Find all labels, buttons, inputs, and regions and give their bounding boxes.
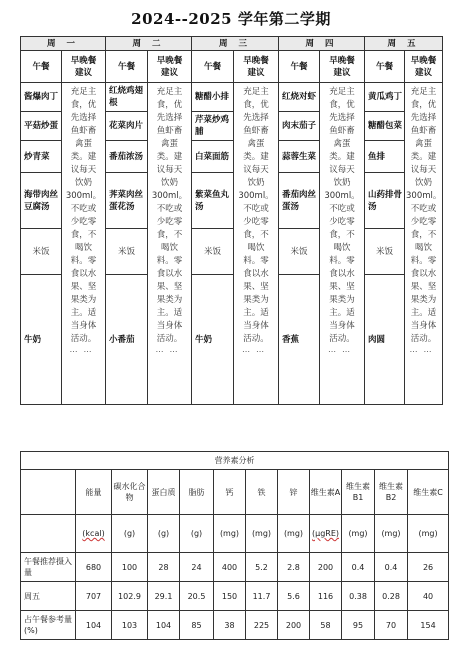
advice-column-header	[62, 51, 106, 83]
value-cell: 85	[180, 611, 214, 640]
lunch-column-header: 午餐	[21, 51, 62, 83]
advice-line: 活动。	[410, 334, 437, 344]
value-cell: 0.38	[342, 582, 375, 611]
advice-header-line: 建议	[247, 67, 265, 78]
meal-advice-cell	[234, 83, 279, 405]
value-cell: 40	[408, 582, 449, 611]
advice-line: 喝饮	[74, 243, 92, 253]
advice-line: 食，优	[156, 100, 183, 110]
advice-line: 少吃零	[329, 217, 355, 227]
meal-advice-cell	[320, 83, 365, 405]
value-cell: 20.5	[180, 582, 214, 611]
dish-cell: 芹菜炒鸡脯	[192, 112, 234, 141]
advice-header-line: 早晚餐	[243, 55, 269, 66]
dish-cell: 番茄肉丝蛋汤	[279, 173, 320, 229]
meal-advice-cell	[62, 83, 106, 405]
advice-line: 食以水	[410, 269, 437, 279]
dish-cell: 酱爆肉丁	[21, 83, 62, 112]
advice-header-line: 建议	[333, 67, 351, 78]
unit-label: (mg)	[283, 529, 304, 538]
meal-advice-cell	[148, 83, 192, 405]
advice-line: 先选择	[243, 113, 269, 123]
dish-cell: 鱼排	[365, 141, 405, 173]
advice-line: 禽蛋	[74, 139, 92, 149]
advice-line: 食以水	[156, 269, 183, 279]
advice-line: 食，优	[329, 100, 355, 110]
day-header: 周 三	[192, 37, 279, 51]
advice-line: 喝饮	[414, 243, 432, 253]
advice-header-line: 建议	[414, 67, 432, 78]
advice-line: 食，不	[156, 230, 183, 240]
advice-line: 活动。	[156, 334, 183, 344]
row-label: 周五	[21, 582, 76, 611]
meal-advice-cell	[405, 83, 443, 405]
advice-line: 果类为	[329, 295, 355, 305]
advice-line: 料。零	[410, 256, 437, 266]
row-label: 占午餐参考量(%)	[21, 611, 76, 640]
day-header: 周 一	[21, 37, 106, 51]
advice-line: 当身体	[156, 321, 183, 331]
unit-cell	[246, 515, 278, 553]
unit-label: (mg)	[251, 529, 272, 538]
decorative-dots: ⋯⋯	[328, 347, 356, 356]
advice-line: 不吃或	[410, 204, 437, 214]
decorative-dots: ⋯⋯	[409, 347, 438, 356]
value-cell: 400	[214, 553, 246, 582]
value-cell: 11.7	[246, 582, 278, 611]
value-cell: 5.6	[278, 582, 310, 611]
decorative-dots: ⋯⋯	[155, 347, 184, 356]
advice-header-line: 建议	[160, 67, 178, 78]
advice-line: 料。零	[329, 256, 355, 266]
advice-line: 主。适	[243, 308, 269, 318]
lunch-column-header: 午餐	[106, 51, 148, 83]
day-header: 周 四	[279, 37, 365, 51]
advice-line: 当身体	[329, 321, 355, 331]
decorative-dots: ⋯⋯	[242, 347, 270, 356]
unit-label: (mg)	[418, 529, 438, 538]
unit-cell	[112, 515, 148, 553]
staple-cell: 米饭	[279, 229, 320, 275]
value-cell: 24	[180, 553, 214, 582]
lunch-column-header: 午餐	[192, 51, 234, 83]
dish-cell: 番茄浓汤	[106, 141, 148, 173]
advice-column-header	[234, 51, 279, 83]
dish-cell: 山药排骨汤	[365, 173, 405, 229]
advice-line: 鱼虾畜	[70, 126, 97, 136]
advice-line: 饮奶	[160, 178, 178, 188]
advice-column-header	[320, 51, 365, 83]
nutrition-row	[21, 611, 449, 640]
nutrient-header: 维生素B2	[375, 470, 408, 515]
advice-line: 先选择	[70, 113, 97, 123]
decorative-dots: ⋯⋯	[69, 347, 98, 356]
nutrient-header: 钙	[214, 470, 246, 515]
dish-cell: 肉末茄子	[279, 112, 320, 141]
advice-line: 先选择	[410, 113, 437, 123]
advice-line: 主。适	[156, 308, 183, 318]
advice-line: 充足主	[410, 87, 437, 97]
value-cell: 154	[408, 611, 449, 640]
value-cell: 200	[310, 553, 342, 582]
advice-line: 食，不	[243, 230, 269, 240]
advice-line: 食以水	[70, 269, 97, 279]
advice-line: 300ml。	[65, 191, 102, 201]
unit-cell	[278, 515, 310, 553]
dish-cell: 牛奶	[192, 275, 234, 405]
value-cell: 5.2	[246, 553, 278, 582]
dish-cell: 香蕉	[279, 275, 320, 405]
unit-label: (g)	[190, 529, 203, 538]
unit-label: (mg)	[219, 529, 240, 538]
advice-line: 鱼虾畜	[243, 126, 269, 136]
unit-cell	[408, 515, 449, 553]
advice-line: 300ml。	[406, 191, 442, 201]
advice-line: 300ml。	[238, 191, 274, 201]
nutrition-table	[20, 451, 449, 640]
staple-cell: 米饭	[21, 229, 62, 275]
advice-line: 喝饮	[160, 243, 178, 253]
advice-line: 果、坚	[70, 282, 97, 292]
value-cell: 0.4	[375, 553, 408, 582]
advice-line: 不吃或	[70, 204, 97, 214]
advice-line: 果类为	[243, 295, 269, 305]
advice-line: 当身体	[243, 321, 269, 331]
advice-line: 料。零	[70, 256, 97, 266]
advice-line: 饮奶	[74, 178, 92, 188]
value-cell: 29.1	[148, 582, 180, 611]
advice-line: 食以水	[243, 269, 269, 279]
advice-line: 议每天	[243, 165, 269, 175]
corner-cell	[21, 470, 76, 515]
value-cell: 102.9	[112, 582, 148, 611]
value-cell: 95	[342, 611, 375, 640]
advice-column-header	[148, 51, 192, 83]
advice-line: 禽蛋	[247, 139, 265, 149]
advice-line: 果类为	[410, 295, 437, 305]
advice-header-line: 早晚餐	[329, 55, 355, 66]
corner-cell	[21, 515, 76, 553]
value-cell: 28	[148, 553, 180, 582]
value-cell: 225	[246, 611, 278, 640]
advice-line: 主。适	[410, 308, 437, 318]
staple-cell: 米饭	[192, 229, 234, 275]
row-label: 午餐推荐摄入量	[21, 553, 76, 582]
staple-cell: 米饭	[365, 229, 405, 275]
advice-line: 料。零	[156, 256, 183, 266]
advice-line: 300ml。	[151, 191, 188, 201]
nutrient-header: 维生素C	[408, 470, 449, 515]
nutrient-header: 铁	[246, 470, 278, 515]
weekly-menu-table	[20, 36, 443, 405]
nutrition-row	[21, 582, 449, 611]
day-header: 周 二	[106, 37, 192, 51]
advice-line: 类。建	[410, 152, 437, 162]
advice-line: 喝饮	[247, 243, 265, 253]
advice-line: 果、坚	[243, 282, 269, 292]
advice-line: 果类为	[70, 295, 97, 305]
advice-line: 食，优	[243, 100, 269, 110]
value-cell: 104	[148, 611, 180, 640]
dish-cell: 小番茄	[106, 275, 148, 405]
advice-line: 禽蛋	[414, 139, 432, 149]
advice-column-header	[405, 51, 443, 83]
unit-label: (g)	[123, 529, 136, 538]
dish-cell: 白菜面筋	[192, 141, 234, 173]
advice-header-line: 早晚餐	[156, 55, 183, 66]
advice-line: 食，不	[329, 230, 355, 240]
advice-line: 议每天	[70, 165, 97, 175]
dish-cell: 海带肉丝豆腐汤	[21, 173, 62, 229]
advice-line: 食以水	[329, 269, 355, 279]
advice-line: 果类为	[156, 295, 183, 305]
lunch-column-header: 午餐	[365, 51, 405, 83]
value-cell: 26	[408, 553, 449, 582]
dish-cell: 黄瓜鸡丁	[365, 83, 405, 112]
unit-cell	[148, 515, 180, 553]
advice-line: 充足主	[329, 87, 355, 97]
advice-line: 充足主	[156, 87, 183, 97]
staple-cell: 米饭	[106, 229, 148, 275]
advice-header-line: 建议	[74, 67, 92, 78]
advice-line: 主。适	[329, 308, 355, 318]
advice-line: 充足主	[243, 87, 269, 97]
dish-cell: 糖醋小排	[192, 83, 234, 112]
unit-cell	[214, 515, 246, 553]
advice-header-line: 早晚餐	[70, 55, 97, 66]
advice-line: 果、坚	[329, 282, 355, 292]
advice-line: 主。适	[70, 308, 97, 318]
value-cell: 100	[112, 553, 148, 582]
unit-label: (μgRE)	[311, 529, 340, 538]
advice-line: 果、坚	[410, 282, 437, 292]
nutrient-header: 维生素B1	[342, 470, 375, 515]
nutrient-header: 碳水化合物	[112, 470, 148, 515]
advice-line: 先选择	[156, 113, 183, 123]
advice-line: 不吃或	[329, 204, 355, 214]
advice-line: 食，不	[70, 230, 97, 240]
advice-line: 活动。	[329, 334, 355, 344]
value-cell: 150	[214, 582, 246, 611]
value-cell: 0.28	[375, 582, 408, 611]
unit-label: (mg)	[381, 529, 401, 538]
advice-line: 食，不	[410, 230, 437, 240]
advice-line: 议每天	[156, 165, 183, 175]
advice-line: 鱼虾畜	[329, 126, 355, 136]
unit-label: (g)	[157, 529, 170, 538]
dish-cell: 花菜肉片	[106, 112, 148, 141]
value-cell: 38	[214, 611, 246, 640]
nutrient-header: 锌	[278, 470, 310, 515]
advice-line: 先选择	[329, 113, 355, 123]
advice-line: 少吃零	[243, 217, 269, 227]
value-cell: 0.4	[342, 553, 375, 582]
advice-line: 喝饮	[333, 243, 351, 253]
dish-cell: 糖醋包菜	[365, 112, 405, 141]
value-cell: 2.8	[278, 553, 310, 582]
advice-line: 少吃零	[156, 217, 183, 227]
advice-line: 少吃零	[410, 217, 437, 227]
nutrient-header: 蛋白质	[148, 470, 180, 515]
dish-cell: 肉圆	[365, 275, 405, 405]
advice-line: 当身体	[70, 321, 97, 331]
advice-line: 活动。	[243, 334, 269, 344]
advice-line: 议每天	[329, 165, 355, 175]
unit-cell	[375, 515, 408, 553]
dish-cell: 红烧鸡翅根	[106, 83, 148, 112]
advice-line: 类。建	[70, 152, 97, 162]
nutrition-table-title: 营养素分析	[21, 452, 449, 470]
menu-row	[21, 83, 443, 112]
advice-line: 类。建	[329, 152, 355, 162]
dish-cell: 红烧对虾	[279, 83, 320, 112]
lunch-column-header: 午餐	[279, 51, 320, 83]
nutrition-row	[21, 553, 449, 582]
advice-line: 鱼虾畜	[410, 126, 437, 136]
value-cell: 104	[76, 611, 112, 640]
advice-line: 不吃或	[156, 204, 183, 214]
unit-cell	[310, 515, 342, 553]
value-cell: 70	[375, 611, 408, 640]
dish-cell: 炒青菜	[21, 141, 62, 173]
value-cell: 707	[76, 582, 112, 611]
advice-line: 鱼虾畜	[156, 126, 183, 136]
day-header: 周 五	[365, 37, 443, 51]
unit-label: (mg)	[348, 529, 368, 538]
advice-line: 少吃零	[70, 217, 97, 227]
nutrient-header: 能量	[76, 470, 112, 515]
advice-line: 食，优	[410, 100, 437, 110]
unit-cell	[76, 515, 112, 553]
unit-cell	[342, 515, 375, 553]
dish-cell: 荠菜肉丝蛋花汤	[106, 173, 148, 229]
advice-line: 料。零	[243, 256, 269, 266]
value-cell: 58	[310, 611, 342, 640]
advice-header-line: 早晚餐	[410, 55, 437, 66]
advice-line: 食，优	[70, 100, 97, 110]
advice-line: 议每天	[410, 165, 437, 175]
advice-line: 禽蛋	[160, 139, 178, 149]
advice-line: 饮奶	[247, 178, 265, 188]
dish-cell: 平菇炒蛋	[21, 112, 62, 141]
advice-line: 活动。	[70, 334, 97, 344]
advice-line: 禽蛋	[333, 139, 351, 149]
advice-line: 果、坚	[156, 282, 183, 292]
advice-line: 当身体	[410, 321, 437, 331]
value-cell: 200	[278, 611, 310, 640]
advice-line: 类。建	[243, 152, 269, 162]
value-cell: 680	[76, 553, 112, 582]
dish-cell: 紫菜鱼丸汤	[192, 173, 234, 229]
advice-line: 300ml。	[324, 191, 360, 201]
value-cell: 103	[112, 611, 148, 640]
nutrient-header: 脂肪	[180, 470, 214, 515]
value-cell: 116	[310, 582, 342, 611]
dish-cell: 蒜蓉生菜	[279, 141, 320, 173]
advice-line: 类。建	[156, 152, 183, 162]
advice-line: 不吃或	[243, 204, 269, 214]
advice-line: 充足主	[70, 87, 97, 97]
page-title: 2024--2025 学年第二学期	[131, 10, 331, 28]
unit-cell	[180, 515, 214, 553]
advice-line: 饮奶	[414, 178, 432, 188]
dish-cell: 牛奶	[21, 275, 62, 405]
unit-label: (kcal)	[82, 529, 105, 538]
nutrient-header: 维生素A	[310, 470, 342, 515]
advice-line: 饮奶	[333, 178, 351, 188]
